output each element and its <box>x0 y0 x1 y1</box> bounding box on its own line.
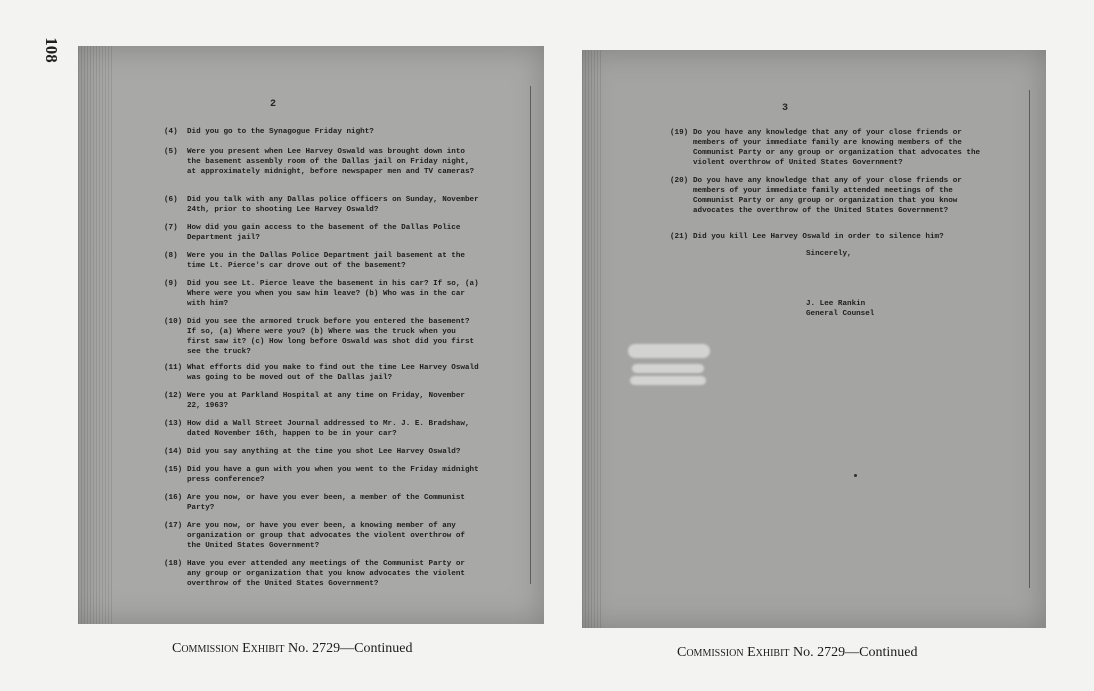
scan-grain-left <box>582 50 602 628</box>
scan-speck <box>854 474 857 477</box>
question-18 <box>164 559 482 589</box>
question-17 <box>164 521 482 551</box>
question-number: (12) <box>164 392 183 400</box>
question-text: Did you see the armored truck before you entered the basement? If so, (a) Where were you? (b) Where was the truck when you first saw it? (c) How long before Oswald was shot did you first see the truck? <box>187 318 475 356</box>
question-text: Were you in the Dallas Police Department jail basement at the time Lt. Pierce's car drove out of the basement? <box>187 252 465 270</box>
letter-closing: Sincerely, <box>806 250 852 258</box>
question-12 <box>164 391 482 411</box>
scan-smudge <box>628 344 710 358</box>
question-text: Did you say anything at the time you shot Lee Harvey Oswald? <box>187 448 461 456</box>
question-5 <box>164 147 482 177</box>
sheet-edge-line <box>530 86 531 584</box>
question-text: Did you have a gun with you when you went to the Friday midnight press conference? <box>187 466 479 484</box>
question-number: (14) <box>164 448 183 456</box>
question-number: (19) <box>670 129 689 137</box>
exhibit-sheet-3 <box>582 50 1046 628</box>
caption-prefix: Commission Exhibit <box>677 645 790 660</box>
exhibit-caption-left <box>172 641 412 657</box>
question-text: Are you now, or have you ever been, a knowing member of any organization or group that advocates the violent overthrow of the United States Government? <box>187 522 465 550</box>
question-number: (6) <box>164 196 178 204</box>
question-number: (20) <box>670 177 689 185</box>
sheet-edge-line <box>1029 90 1030 588</box>
signer-title: General Counsel <box>806 310 875 318</box>
scan-smudge <box>632 364 704 373</box>
scan-smudge <box>630 376 706 385</box>
question-text: How did you gain access to the basement of the Dallas Police Department jail? <box>187 224 461 242</box>
question-4 <box>164 127 482 137</box>
sheet-number: 2 <box>270 99 277 110</box>
question-19 <box>670 128 986 168</box>
question-number: (4) <box>164 128 178 136</box>
question-8 <box>164 251 482 271</box>
question-6 <box>164 195 482 215</box>
question-number: (7) <box>164 224 178 232</box>
question-text: Were you at Parkland Hospital at any time on Friday, November 22, 1963? <box>187 392 465 410</box>
caption-rest: No. 2729—Continued <box>793 645 918 660</box>
question-text: Are you now, or have you ever been, a member of the Communist Party? <box>187 494 465 512</box>
question-number: (16) <box>164 494 183 502</box>
question-text: What efforts did you make to find out the time Lee Harvey Oswald was going to be moved out of the Dallas jail? <box>187 364 479 382</box>
question-text: Did you talk with any Dallas police officers on Sunday, November 24th, prior to shooting Lee Harvey Oswald? <box>187 196 479 214</box>
exhibit-caption-right <box>677 645 917 661</box>
question-21 <box>670 232 986 242</box>
signer-name: J. Lee Rankin <box>806 300 866 308</box>
question-number: (8) <box>164 252 178 260</box>
question-number: (18) <box>164 560 183 568</box>
question-14 <box>164 447 482 457</box>
caption-prefix: Commission Exhibit <box>172 641 285 656</box>
question-number: (5) <box>164 148 178 156</box>
sheet-number: 3 <box>782 103 789 114</box>
question-text: Do you have any knowledge that any of your close friends or members of your immediate family are knowing members of the Communist Party or any group or organization that advocates the violent overthrow of United States Government? <box>693 129 981 167</box>
question-number: (13) <box>164 420 183 428</box>
question-10 <box>164 317 482 357</box>
question-text: Did you kill Lee Harvey Oswald in order to silence him? <box>693 233 944 241</box>
question-7 <box>164 223 482 243</box>
question-number: (17) <box>164 522 183 530</box>
question-number: (15) <box>164 466 183 474</box>
question-number: (9) <box>164 280 178 288</box>
question-text: Did you see Lt. Pierce leave the basement in his car? If so, (a) Where were you when you saw him leave? (b) Who was in the car with him? <box>187 280 479 308</box>
question-text: Do you have any knowledge that any of your close friends or members of your immediate family attended meetings of the Communist Party or any group or organization that you know advocates the overthrow of the United States Government? <box>693 177 962 215</box>
question-11 <box>164 363 482 383</box>
question-20 <box>670 176 986 216</box>
caption-rest: No. 2729—Continued <box>288 641 413 656</box>
question-15 <box>164 465 482 485</box>
question-9 <box>164 279 482 309</box>
question-text: Did you go to the Synagogue Friday night? <box>187 128 374 136</box>
question-number: (21) <box>670 233 689 241</box>
question-text: Have you ever attended any meetings of the Communist Party or any group or organization that you know advocates the violent overthrow of the United States Government? <box>187 560 465 588</box>
question-13 <box>164 419 482 439</box>
scan-grain-left <box>78 46 112 624</box>
question-text: How did a Wall Street Journal addressed to Mr. J. E. Bradshaw, dated November 16th, happen to be in your car? <box>187 420 470 438</box>
question-number: (11) <box>164 364 183 372</box>
page-number: 108 <box>41 37 61 63</box>
question-text: Were you present when Lee Harvey Oswald was brought down into the basement assembly room of the Dallas jail on Friday night, at approximately midnight, before newspaper men and TV cameras? <box>187 148 475 176</box>
exhibit-sheet-2 <box>78 46 544 624</box>
question-number: (10) <box>164 318 183 326</box>
question-16 <box>164 493 482 513</box>
